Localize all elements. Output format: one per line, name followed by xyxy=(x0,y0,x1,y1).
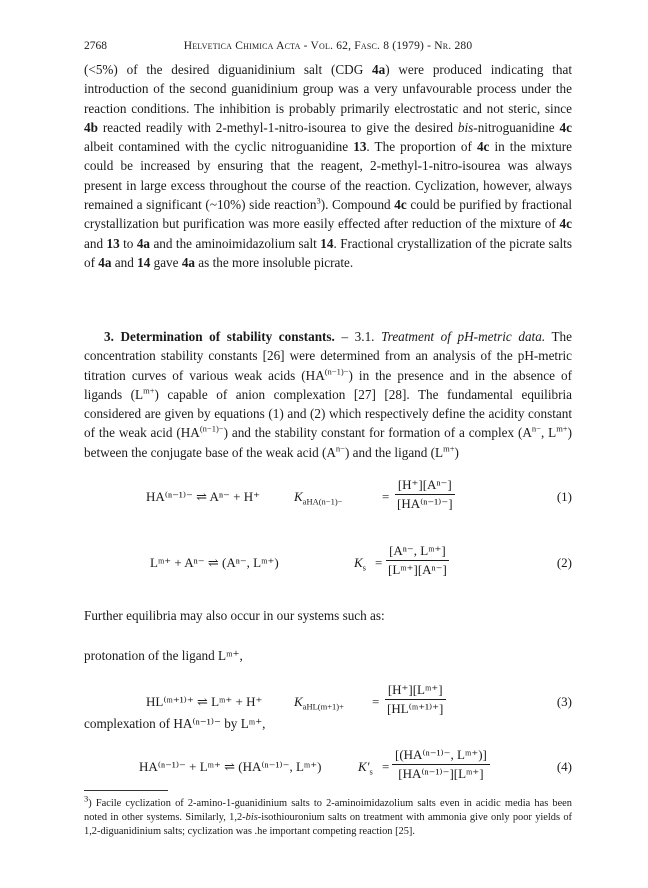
paragraph-synthesis: (<5%) of the desired diguanidinium salt (CDG 4a) were produced indicating that introduction of the second guanidinium group was a very unfavourable process under the reaction conditions. The inhibition is probably primarily electrostatic and not steric, since 4b reacted readily with 2-methyl-1-nitro-isourea to give the desired bis-nitroguanidine 4c albeit contamined with the cyclic nitroguanidine 13. The proportion of 4c in the mixture could be increased by ensuring that the reagent, 2-methyl-1-nitro-isourea was always present in large excess throughout the course of the reaction. Cyclization, however, always remained a significant (~10%) side reaction$^3$). Compound 4c could be purified by fractional crystallization but purification was more easily effected after reduction of the mixture of 4c and 13 to 4a and the aminoimidazolium salt 14. Fractional crystallization of the picrate salts of 4a and 14 gave 4a as the more insoluble picrate. xyxy=(84,62,573,270)
equation-1: HA⁽ⁿ⁻¹⁾⁻ ⇌ Aⁿ⁻ + H⁺ $K_{aHA(n-1)-}$ = $\frac{\text{[H⁺][Aⁿ⁻]}}{\text{[HA⁽ⁿ⁻¹⁾⁻]}}$ (1) xyxy=(146,477,572,511)
equation-number: (4) xyxy=(556,759,572,774)
text-protonation: protonation of the ligand Lᵐ⁺, xyxy=(84,648,243,663)
subsection-heading: Treatment of pH-metric data. xyxy=(381,329,546,344)
footnote-rule xyxy=(84,790,168,791)
text-complexation: complexation of HA⁽ⁿ⁻¹⁾⁻ by Lᵐ⁺, xyxy=(84,716,266,731)
footnote: $^3$) Facile cyclization of 2-amino-1-guanidinium salts to 2-aminoimidazolium salts even in acidic media has been noted in other systems. Similarly, 1,2-bis-isothiouronium salts on treatment with ammonia give only poor yields of 1,2-diguanidinium salts; cyclization was .he important competing reaction [25]. xyxy=(84,793,572,837)
equation-number: (2) xyxy=(556,555,572,570)
equation-2: Lᵐ⁺ + Aⁿ⁻ ⇌ (Aⁿ⁻, Lᵐ⁺) $K_s$ = $\frac{\text{[Aⁿ⁻, Lᵐ⁺]}}{\text{[Lᵐ⁺][Aⁿ⁻]}}$ (2) xyxy=(150,543,572,577)
text-further-equilibria: Further equilibria may also occur in our systems such as: xyxy=(84,608,385,623)
footnote-ref: 3 xyxy=(316,195,321,206)
equation-number: (1) xyxy=(556,489,572,504)
journal-title: Helvetica Chimica Acta - Vol. 62, Fasc. 8 (1979) - Nr. 280 xyxy=(183,40,473,52)
page-number: 2768 xyxy=(84,40,107,52)
equation-4: HA⁽ⁿ⁻¹⁾⁻ + Lᵐ⁺ ⇌ (HA⁽ⁿ⁻¹⁾⁻, Lᵐ⁺) $K'_s$ = $\frac{\text{[(HA⁽ⁿ⁻¹⁾⁻, Lᵐ⁺)]}}{\text{[HA⁽ⁿ⁻¹⁾⁻][Lᵐ⁺]}}$ (4) xyxy=(139,747,572,781)
paragraph-stability-constants: 3. Determination of stability constants. – 3.1. Treatment of pH-metric data. The concentration stability constants [26] were determined from an analysis of the pH-metric titration curves of various weak acids $(HA^{(n-1)-})$ in the presence and in the absence of ligands $(L^{m+})$ capable of anion complexation [27] [28]. The fundamental equilibria considered are given by equations (1) and (2) which respectively define the acidity constant of the weak acid $(HA^{(n-1)-})$ and the stability constant for formation of a complex ($A^{n-}$, $L^{m+}$) between the conjugate base of the weak acid $(A^{n-})$ and the ligand $(L^{m+})$ xyxy=(84,329,573,460)
section-heading: 3. Determination of stability constants. xyxy=(104,329,335,344)
equation-number: (3) xyxy=(556,694,572,709)
equation-3: HL⁽ᵐ⁺¹⁾⁺ ⇌ Lᵐ⁺ + H⁺ $K_{aHL(m+1)+}$ = $\frac{\text{[H⁺][Lᵐ⁺]}}{\text{[HL⁽ᵐ⁺¹⁾⁺]}}$ (3) xyxy=(146,682,572,716)
